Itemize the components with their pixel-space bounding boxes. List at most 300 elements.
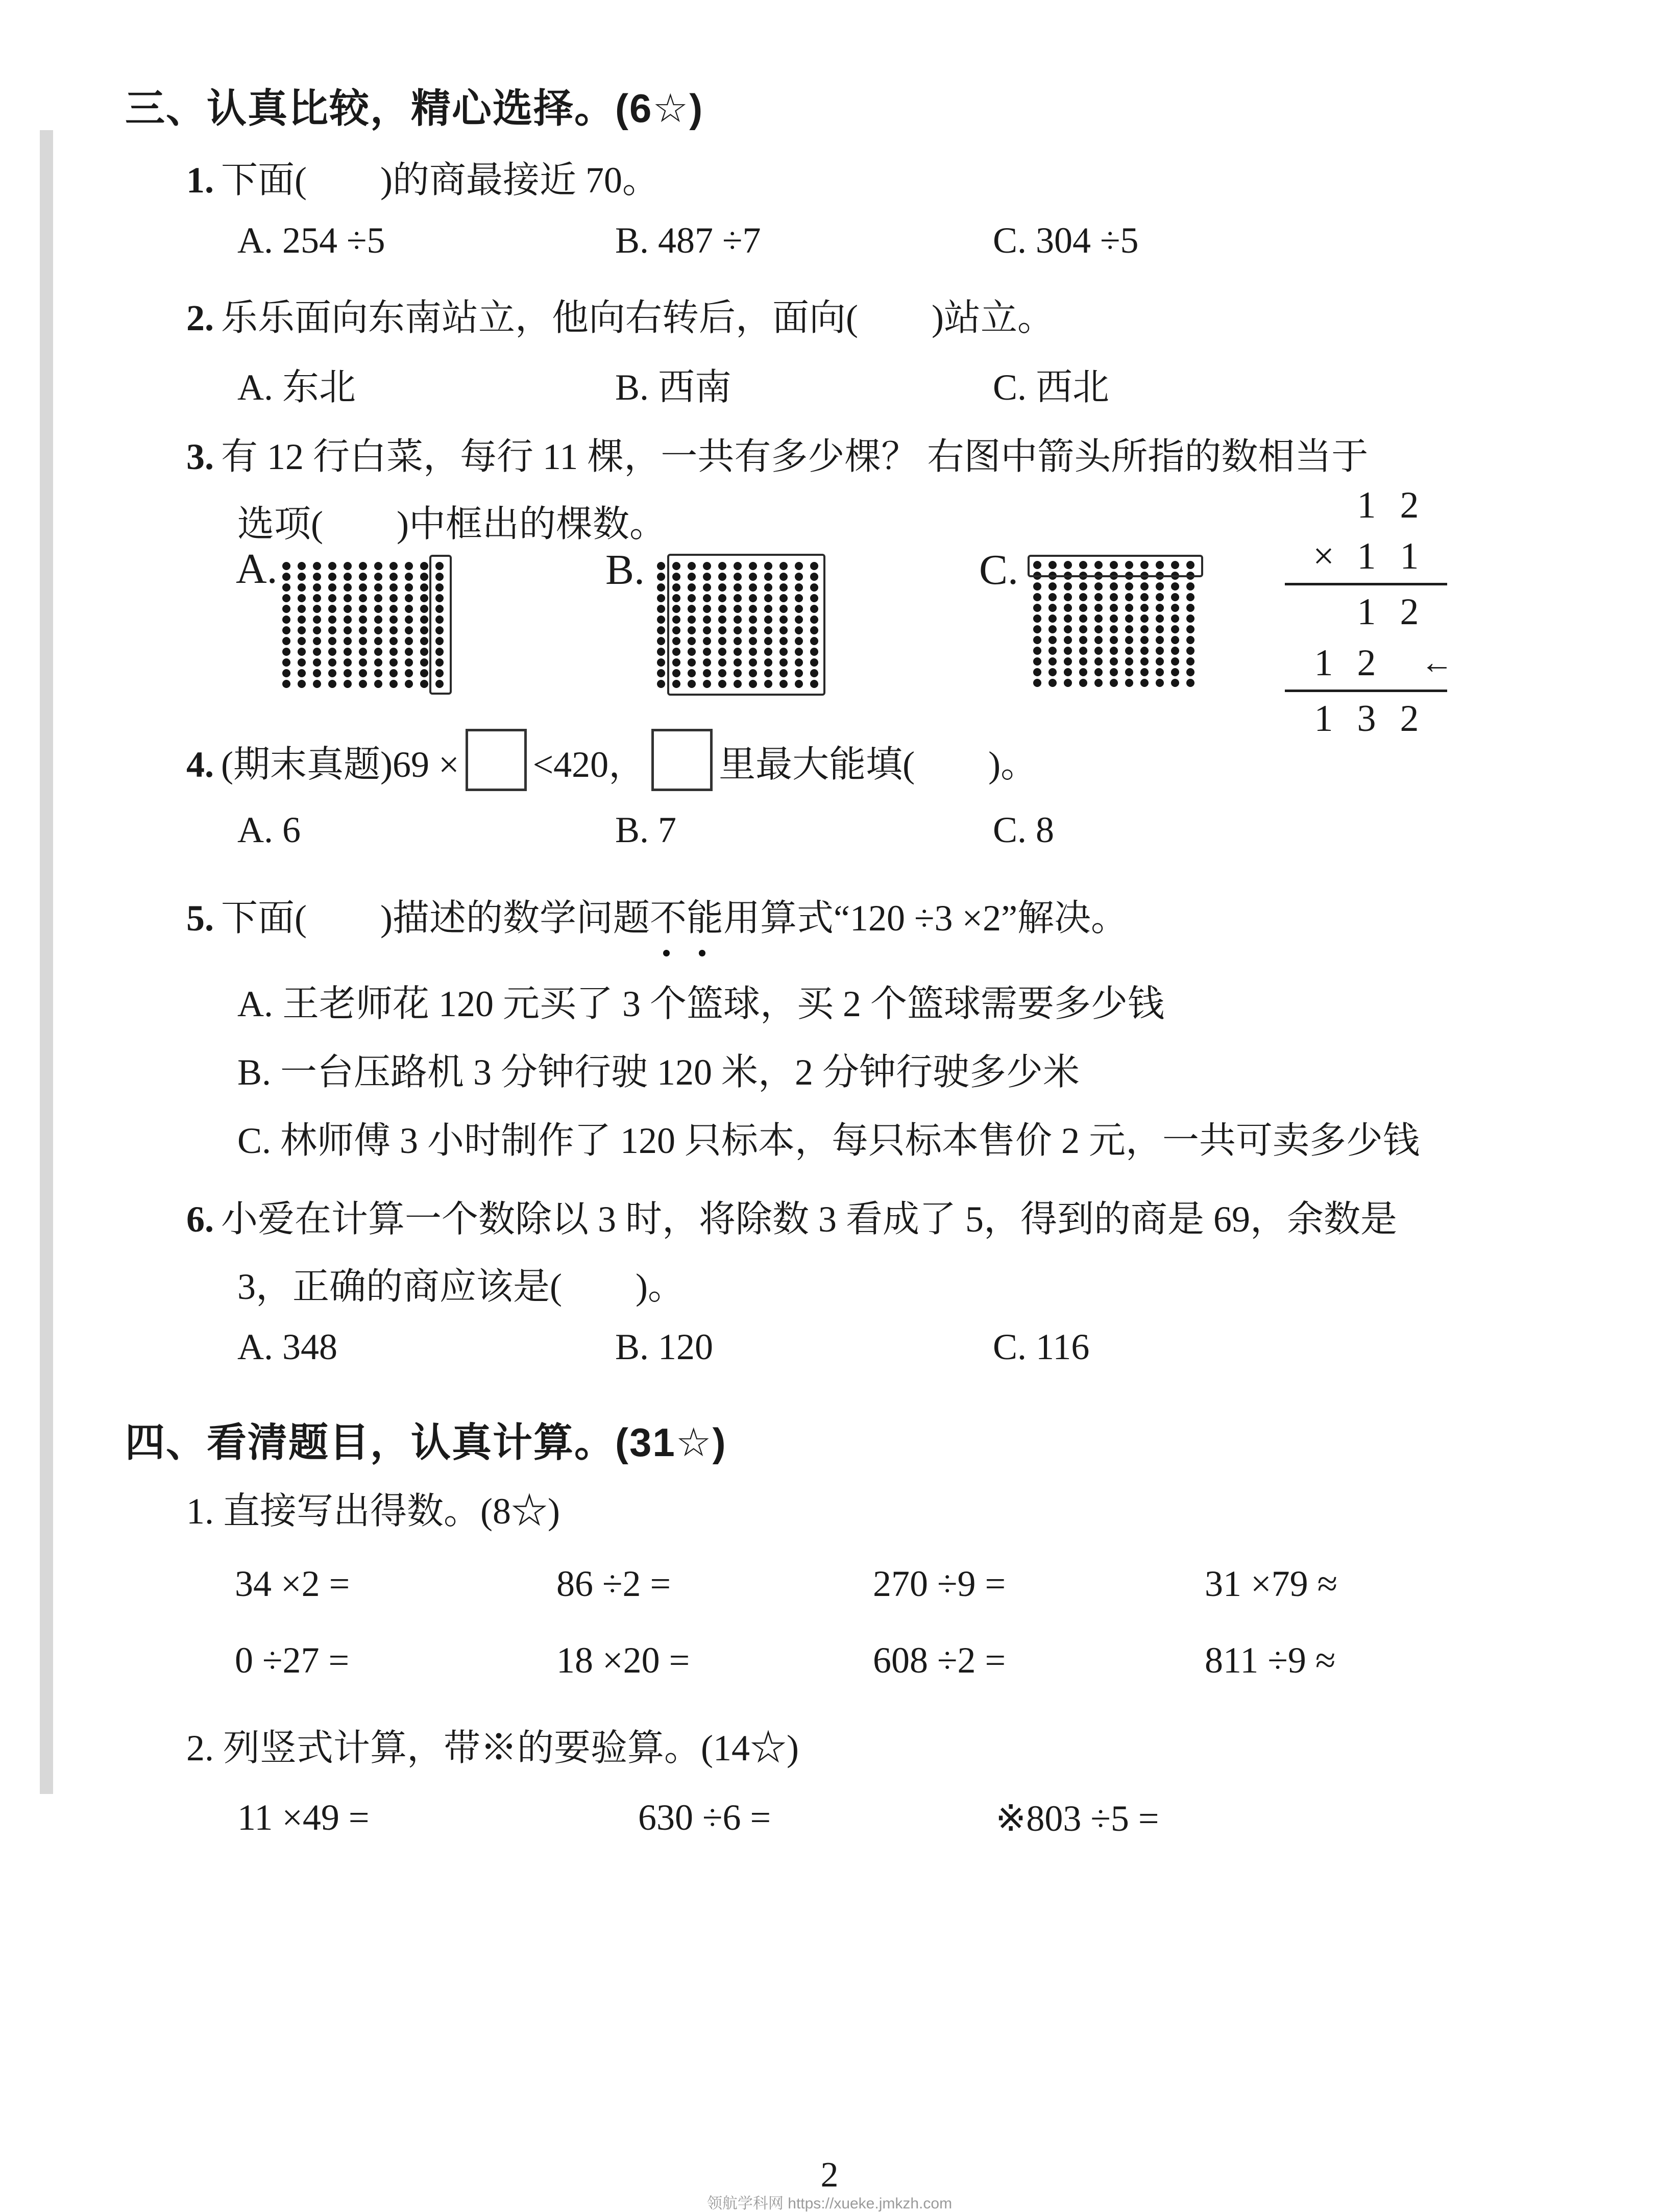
dot bbox=[1125, 668, 1133, 676]
dot bbox=[1079, 615, 1087, 623]
dot bbox=[1171, 679, 1179, 687]
dot bbox=[282, 648, 290, 656]
dot bbox=[359, 605, 367, 613]
grid-c-label: C. bbox=[979, 546, 1019, 594]
dot bbox=[420, 583, 428, 592]
dot bbox=[1125, 636, 1133, 644]
dot bbox=[1048, 604, 1057, 612]
question-1-stem bbox=[186, 150, 659, 203]
mult-digit: 1 bbox=[1314, 697, 1333, 740]
dot bbox=[1048, 636, 1057, 644]
dot bbox=[1094, 615, 1103, 623]
mult-row bbox=[1284, 637, 1488, 689]
dot bbox=[405, 648, 413, 656]
dot bbox=[1064, 615, 1072, 623]
dot bbox=[344, 637, 352, 645]
dot bbox=[389, 626, 398, 634]
q6-option-a: A. 348 bbox=[237, 1326, 337, 1367]
dot bbox=[282, 573, 290, 581]
dot bbox=[328, 626, 336, 634]
dot bbox=[328, 658, 336, 667]
mult-rule bbox=[1285, 690, 1447, 692]
question-6-stem-line2: 3，正确的商应该是( )。 bbox=[237, 1266, 685, 1307]
dot bbox=[1156, 636, 1164, 644]
question-6-number: 6. bbox=[186, 1199, 214, 1240]
dot bbox=[657, 583, 665, 592]
dot bbox=[1079, 647, 1087, 655]
dot bbox=[328, 669, 336, 677]
dot bbox=[282, 616, 290, 624]
section-4-sub1-title: 1. 直接写出得数。(8☆) bbox=[186, 1491, 560, 1532]
dot bbox=[359, 562, 367, 570]
dot bbox=[328, 680, 336, 688]
vertical-multiplication-figure bbox=[1284, 480, 1488, 744]
dot bbox=[359, 626, 367, 634]
dot bbox=[389, 637, 398, 645]
dot bbox=[420, 616, 428, 624]
dot bbox=[1079, 593, 1087, 601]
question-2-stem bbox=[186, 288, 1054, 341]
dot-matrix bbox=[1033, 559, 1194, 688]
dot bbox=[389, 594, 398, 602]
mult-digit: 2 bbox=[1400, 591, 1419, 633]
dot bbox=[1048, 582, 1057, 591]
dot bbox=[328, 573, 336, 581]
mult-rule bbox=[1285, 583, 1447, 585]
dot bbox=[1079, 657, 1087, 666]
dot bbox=[1094, 657, 1103, 666]
dot bbox=[1125, 604, 1133, 612]
dot bbox=[359, 680, 367, 688]
question-1-text: 下面( )的商最接近 70。 bbox=[221, 160, 659, 201]
dot bbox=[405, 605, 413, 613]
dot bbox=[313, 573, 321, 581]
dot bbox=[657, 562, 665, 570]
dot bbox=[1048, 625, 1057, 633]
dot bbox=[313, 637, 321, 645]
dot bbox=[405, 658, 413, 667]
dot bbox=[1125, 582, 1133, 591]
q4-option-b: B. 7 bbox=[615, 809, 677, 850]
dot bbox=[1140, 593, 1149, 601]
dot bbox=[657, 616, 665, 624]
dot bbox=[344, 680, 352, 688]
dot bbox=[1033, 582, 1041, 591]
q4-option-a: A. 6 bbox=[237, 809, 301, 850]
section-4-sub2-title: 2. 列竖式计算，带※的要验算。(14☆) bbox=[186, 1728, 799, 1768]
dot bbox=[1064, 593, 1072, 601]
dot bbox=[389, 648, 398, 656]
mult-row bbox=[1284, 693, 1488, 744]
dot bbox=[282, 658, 290, 667]
q5-option-c: C. 林师傅 3 小时制作了 120 只标本，每只标本售价 2 元，一共可卖多少钱 bbox=[237, 1120, 1420, 1161]
q6-option-c: C. 116 bbox=[993, 1326, 1090, 1367]
dot bbox=[344, 583, 352, 592]
dot bbox=[359, 658, 367, 667]
dot bbox=[1110, 604, 1118, 612]
dot bbox=[1064, 604, 1072, 612]
dot bbox=[1156, 668, 1164, 676]
section-3-title: 三、认真比较，精心选择。(6☆) bbox=[125, 86, 704, 131]
dot bbox=[1094, 582, 1103, 591]
dot bbox=[420, 658, 428, 667]
dot bbox=[374, 669, 382, 677]
dot bbox=[298, 648, 306, 656]
dot bbox=[1156, 582, 1164, 591]
dot bbox=[1033, 668, 1041, 676]
mult-row bbox=[1284, 480, 1488, 531]
dot bbox=[657, 648, 665, 656]
dot bbox=[1125, 657, 1133, 666]
dot bbox=[1033, 604, 1041, 612]
dot bbox=[1156, 625, 1164, 633]
dot bbox=[1171, 593, 1179, 601]
dot bbox=[313, 616, 321, 624]
dot bbox=[1156, 615, 1164, 623]
dot bbox=[1140, 604, 1149, 612]
dot bbox=[313, 669, 321, 677]
dot bbox=[282, 626, 290, 634]
page-number: 2 bbox=[820, 2155, 839, 2195]
question-4-text-pre: (期末真题)69 × bbox=[221, 744, 459, 785]
calc-item: 18 ×20 = bbox=[556, 1640, 690, 1681]
dot bbox=[1110, 679, 1118, 687]
dot bbox=[1110, 615, 1118, 623]
dot bbox=[282, 637, 290, 645]
dot bbox=[420, 562, 428, 570]
dot bbox=[1156, 604, 1164, 612]
question-5-number: 5. bbox=[186, 898, 214, 939]
q1-option-a: A. 254 ÷5 bbox=[237, 220, 385, 261]
dot bbox=[1064, 582, 1072, 591]
dot bbox=[1171, 657, 1179, 666]
dot bbox=[420, 680, 428, 688]
calc-item: 270 ÷9 = bbox=[873, 1563, 1006, 1604]
dot bbox=[1110, 668, 1118, 676]
dot bbox=[1140, 657, 1149, 666]
q1-option-c: C. 304 ÷5 bbox=[993, 220, 1139, 261]
dot bbox=[1033, 636, 1041, 644]
dot bbox=[1171, 668, 1179, 676]
mult-digit: × bbox=[1313, 535, 1334, 577]
dot bbox=[1033, 657, 1041, 666]
arrow-icon: ← bbox=[1421, 644, 1453, 680]
grid-a-label: A. bbox=[236, 545, 278, 593]
dot bbox=[374, 562, 382, 570]
dot bbox=[1064, 636, 1072, 644]
grid-b-label: B. bbox=[605, 546, 645, 594]
dot bbox=[344, 562, 352, 570]
dot bbox=[313, 605, 321, 613]
dot bbox=[1064, 657, 1072, 666]
dot bbox=[1110, 636, 1118, 644]
calc-item: 811 ÷9 ≈ bbox=[1205, 1640, 1336, 1681]
q5-option-b: B. 一台压路机 3 分钟行驶 120 米，2 分钟行驶多少米 bbox=[237, 1052, 1080, 1093]
dot bbox=[420, 605, 428, 613]
dot bbox=[298, 573, 306, 581]
dot bbox=[282, 669, 290, 677]
dot bbox=[1186, 679, 1194, 687]
dot bbox=[389, 583, 398, 592]
dot bbox=[298, 626, 306, 634]
dot bbox=[313, 648, 321, 656]
dot bbox=[359, 616, 367, 624]
question-6-stem-line1 bbox=[186, 1189, 1397, 1242]
dot bbox=[313, 594, 321, 602]
dot bbox=[405, 637, 413, 645]
scan-edge-artifact bbox=[40, 130, 53, 1794]
dot bbox=[328, 583, 336, 592]
dot bbox=[1171, 615, 1179, 623]
mult-row bbox=[1284, 531, 1488, 582]
dot bbox=[1140, 625, 1149, 633]
calc-item: 630 ÷6 = bbox=[638, 1797, 771, 1838]
dot bbox=[420, 648, 428, 656]
dot bbox=[1156, 679, 1164, 687]
dot bbox=[359, 573, 367, 581]
dot bbox=[420, 626, 428, 634]
q1-option-b: B. 487 ÷7 bbox=[615, 220, 761, 261]
dot bbox=[374, 594, 382, 602]
dot bbox=[344, 573, 352, 581]
dot bbox=[1140, 636, 1149, 644]
framed-region bbox=[429, 555, 452, 695]
framed-region bbox=[1028, 555, 1203, 577]
dot bbox=[359, 648, 367, 656]
dot bbox=[313, 658, 321, 667]
dot bbox=[1186, 668, 1194, 676]
dot bbox=[405, 680, 413, 688]
dot bbox=[1140, 582, 1149, 591]
question-5-emphasized-text: 不能 bbox=[650, 888, 723, 941]
dot-grid-a bbox=[282, 560, 444, 686]
dot bbox=[1048, 657, 1057, 666]
dot bbox=[328, 637, 336, 645]
dot bbox=[1171, 647, 1179, 655]
mult-digit: 1 bbox=[1357, 535, 1376, 577]
dot bbox=[405, 562, 413, 570]
calc-item: 608 ÷2 = bbox=[873, 1640, 1006, 1681]
dot bbox=[389, 680, 398, 688]
dot bbox=[1125, 647, 1133, 655]
q6-option-b: B. 120 bbox=[615, 1326, 714, 1367]
dot bbox=[405, 669, 413, 677]
dot bbox=[374, 658, 382, 667]
footer-watermark: 领航学科网 https://xueke.jmkzh.com bbox=[706, 2195, 953, 2212]
dot bbox=[344, 605, 352, 613]
dot bbox=[1125, 679, 1133, 687]
calc-item: 11 ×49 = bbox=[237, 1797, 370, 1838]
mult-digit: 2 bbox=[1400, 484, 1419, 526]
dot bbox=[1048, 615, 1057, 623]
dot bbox=[1125, 593, 1133, 601]
dot bbox=[1171, 604, 1179, 612]
question-6-text1: 小爱在计算一个数除以 3 时，将除数 3 看成了 5，得到的商是 69，余数是 bbox=[221, 1199, 1398, 1240]
dot bbox=[1156, 593, 1164, 601]
dot bbox=[1048, 668, 1057, 676]
question-4-number: 4. bbox=[186, 744, 214, 785]
question-4-text-post: 里最大能填( )。 bbox=[719, 744, 1038, 785]
dot bbox=[282, 562, 290, 570]
dot bbox=[1094, 625, 1103, 633]
dot bbox=[374, 680, 382, 688]
dot bbox=[1186, 582, 1194, 591]
dot-matrix bbox=[282, 560, 444, 689]
dot bbox=[405, 583, 413, 592]
calc-item: ※803 ÷5 = bbox=[995, 1798, 1159, 1839]
dot bbox=[298, 616, 306, 624]
dot bbox=[1033, 593, 1041, 601]
dot bbox=[1110, 647, 1118, 655]
dot bbox=[1094, 668, 1103, 676]
dot bbox=[344, 594, 352, 602]
dot bbox=[374, 637, 382, 645]
dot bbox=[1064, 625, 1072, 633]
dot bbox=[282, 583, 290, 592]
question-5-stem bbox=[186, 888, 1128, 941]
dot bbox=[1079, 636, 1087, 644]
dot bbox=[1033, 679, 1041, 687]
dot-grid-b bbox=[657, 560, 818, 686]
dot bbox=[657, 669, 665, 677]
dot bbox=[1064, 647, 1072, 655]
dot bbox=[1186, 615, 1194, 623]
dot bbox=[328, 616, 336, 624]
dot bbox=[1094, 679, 1103, 687]
dot bbox=[405, 594, 413, 602]
dot bbox=[344, 626, 352, 634]
dot bbox=[1094, 647, 1103, 655]
dot bbox=[657, 680, 665, 688]
dot bbox=[657, 626, 665, 634]
dot bbox=[657, 573, 665, 581]
dot bbox=[298, 583, 306, 592]
dot bbox=[359, 594, 367, 602]
dot bbox=[298, 680, 306, 688]
dot bbox=[1033, 615, 1041, 623]
dot bbox=[1048, 593, 1057, 601]
dot bbox=[1186, 604, 1194, 612]
dot bbox=[1171, 636, 1179, 644]
q2-option-c: C. 西北 bbox=[993, 367, 1110, 408]
dot bbox=[1094, 636, 1103, 644]
mult-digit: 2 bbox=[1357, 642, 1376, 684]
mult-digit: 1 bbox=[1357, 484, 1376, 526]
dot bbox=[405, 573, 413, 581]
dot bbox=[313, 583, 321, 592]
dot bbox=[1140, 647, 1149, 655]
dot bbox=[344, 669, 352, 677]
dot bbox=[1110, 625, 1118, 633]
dot bbox=[374, 583, 382, 592]
dot bbox=[359, 583, 367, 592]
dot bbox=[1186, 625, 1194, 633]
dot bbox=[298, 658, 306, 667]
calc-item: 0 ÷27 = bbox=[235, 1640, 350, 1681]
calc-item: 86 ÷2 = bbox=[556, 1563, 671, 1604]
q2-option-b: B. 西南 bbox=[615, 367, 732, 408]
dot bbox=[420, 669, 428, 677]
dot bbox=[389, 562, 398, 570]
question-1-number: 1. bbox=[186, 160, 214, 201]
dot bbox=[389, 605, 398, 613]
dot bbox=[313, 626, 321, 634]
dot-grid-c bbox=[1033, 559, 1194, 685]
dot bbox=[1125, 615, 1133, 623]
q4-option-c: C. 8 bbox=[993, 809, 1055, 850]
dot bbox=[328, 594, 336, 602]
q5-option-a: A. 王老师花 120 元买了 3 个篮球，买 2 个篮球需要多少钱 bbox=[237, 984, 1164, 1024]
dot bbox=[282, 605, 290, 613]
mult-digit: 3 bbox=[1357, 697, 1376, 740]
dot bbox=[1186, 593, 1194, 601]
question-5-text-pre: 下面( )描述的数学问题 bbox=[221, 898, 650, 939]
dot bbox=[420, 637, 428, 645]
mult-digit: 1 bbox=[1400, 535, 1419, 577]
dot bbox=[282, 594, 290, 602]
q2-option-a: A. 东北 bbox=[237, 367, 356, 408]
dot bbox=[1079, 668, 1087, 676]
question-5-text-post: 用算式“120 ÷3 ×2”解决。 bbox=[723, 898, 1128, 939]
dot bbox=[1079, 625, 1087, 633]
question-4-text-mid: <420， bbox=[532, 744, 646, 785]
dot bbox=[344, 658, 352, 667]
dot bbox=[313, 562, 321, 570]
dot bbox=[657, 594, 665, 602]
question-2-number: 2. bbox=[186, 298, 214, 338]
dot bbox=[420, 594, 428, 602]
dot bbox=[1140, 615, 1149, 623]
question-3-stem-line1 bbox=[186, 427, 1368, 480]
dot bbox=[374, 616, 382, 624]
dot bbox=[389, 616, 398, 624]
dot bbox=[1186, 657, 1194, 666]
dot bbox=[1186, 636, 1194, 644]
mult-row bbox=[1284, 586, 1488, 637]
dot bbox=[374, 626, 382, 634]
dot bbox=[1064, 679, 1072, 687]
dot bbox=[1110, 582, 1118, 591]
question-3-number: 3. bbox=[186, 436, 214, 477]
dot bbox=[1094, 593, 1103, 601]
mult-digit: 1 bbox=[1314, 642, 1333, 684]
dot bbox=[374, 605, 382, 613]
dot bbox=[1171, 625, 1179, 633]
mult-digit: 2 bbox=[1400, 697, 1419, 740]
dot bbox=[1186, 647, 1194, 655]
dot bbox=[298, 637, 306, 645]
dot bbox=[298, 562, 306, 570]
dot bbox=[657, 658, 665, 667]
dot bbox=[1048, 647, 1057, 655]
dot bbox=[344, 616, 352, 624]
dot bbox=[282, 680, 290, 688]
dot bbox=[657, 605, 665, 613]
dot bbox=[328, 562, 336, 570]
dot bbox=[374, 573, 382, 581]
dot bbox=[1079, 582, 1087, 591]
dot bbox=[1140, 679, 1149, 687]
dot bbox=[420, 573, 428, 581]
question-4-stem bbox=[186, 729, 1037, 791]
blank-box-1 bbox=[466, 729, 527, 791]
dot bbox=[1110, 593, 1118, 601]
dot bbox=[405, 616, 413, 624]
dot bbox=[1156, 657, 1164, 666]
dot bbox=[389, 669, 398, 677]
framed-region bbox=[667, 554, 825, 696]
calc-item: 34 ×2 = bbox=[235, 1563, 350, 1604]
